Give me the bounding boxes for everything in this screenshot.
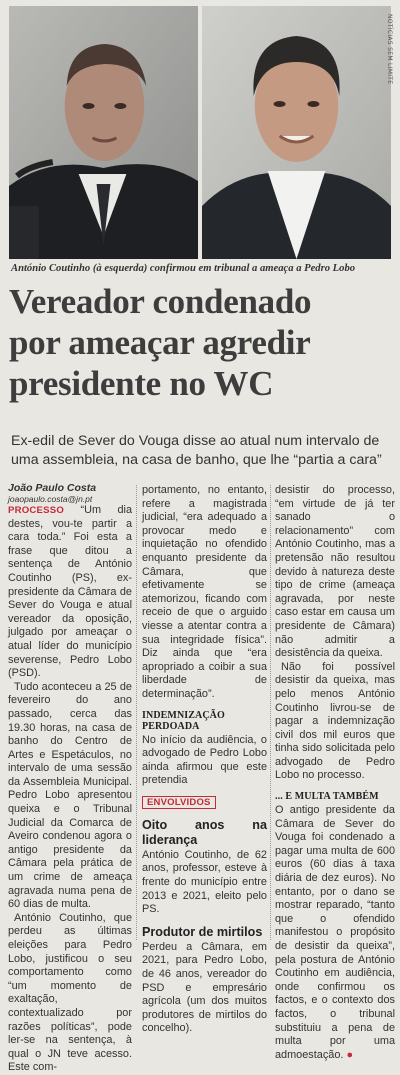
subheading: INDEMNIZAÇÃO PERDOADA: [142, 709, 225, 732]
paragraph-text: O antigo presidente da Câmara de Sever do Vouga foi condenado a pagar uma multa de 600 euros (60 dias à taxa diária de dez euros). No entanto, por o dano se mostrar reparado, “tanto que o ofendido manifestou o propósito de desistir da queixa”, pela postura de António Coutinho em audiência, onde confirmou os factos, e o contexto dos factos, o tribunal substituiu a pena de multa por uma admoestação.: [275, 804, 395, 1061]
paragraph: Não foi possível desistir da queixa, mas pelo menos António Coutinho livrou-se de pagar a indemnização civil dos mil euros que tinha sido solicitada pelo advogado de Pedro Lobo no processo.: [275, 660, 395, 782]
photo-watermark: NOTÍCIAS SEM LIMITE: [386, 14, 393, 85]
box-heading: Produtor de mirtilos: [142, 924, 263, 939]
paragraph: Perdeu a Câmara, em 2021, para Pedro Lobo, de 46 anos, vereador do PSD e empresário agrícola (um dos muitos produtores de mirtilos do concelho).: [142, 940, 267, 1035]
paragraph: No início da audiência, o advogado de Pedro Lobo ainda afirmou que este pretendia: [142, 733, 267, 787]
paragraph: [275, 804, 395, 1062]
author-email[interactable]: joaopaulo.costa@jn.pt: [8, 494, 93, 504]
column-divider: [136, 485, 137, 940]
headline-line-1: Vereador condenado: [9, 282, 312, 321]
subheading: ... E MULTA TAMBÉM: [275, 791, 379, 803]
author-name: João Paulo Costa: [8, 482, 97, 494]
paragraph: António Coutinho, que perdeu as últimas eleições para Pedro Lobo, justificou o seu comportamento como “um momento de exaltação, contextualizado por razões políticas”, pode ler-se na sentença, à qual o JN teve acesso. Este com-: [8, 911, 132, 1074]
paragraph: Tudo aconteceu a 25 de fevereiro do ano passado, cerca das 19.30 horas, na casa de banho do Centro de Artes e Espetáculos, no intervalo de uma sessão da Assembleia Municipal. Pedro Lobo apresentou queixa e o Tribunal Judicial da Comarca de Aveiro condenou agora o antigo presidente da Câmara pela prática de um crime de ameaça agravada numa pena de 60 dias de multa.: [8, 680, 132, 911]
column-divider: [270, 485, 271, 940]
paragraph: António Coutinho, de 62 anos, professor, esteve à frente do município entre 2013 e 2021, eleito pelo PS.: [142, 848, 267, 916]
photo-pedro-lobo: [202, 6, 391, 259]
photo-strip: [9, 6, 391, 259]
end-mark-icon: ●: [346, 1048, 354, 1061]
headline: [9, 281, 397, 404]
article-column-2: [142, 484, 267, 1036]
box-heading: Oito anos na liderança: [142, 817, 267, 847]
section-badge: ENVOLVIDOS: [142, 796, 216, 809]
article-column-1: [8, 482, 132, 1075]
paragraph: [8, 504, 132, 681]
section-kicker: PROCESSO: [8, 505, 64, 516]
paragraph: portamento, no entanto, refere a magistrada judicial, “era adequado a provocar medo e inquietação no ofendido enquanto presidente da Câmara, que efetivamente se atemorizou, ficando com receio de que o arguido viesse a atentar contra a sua integridade física”. Diz ainda que “era apropriado a coibir a sua liberdade de determinação”.: [142, 484, 267, 700]
headline-line-2: por ameaçar agredir: [9, 323, 311, 362]
headline-line-3: presidente no WC: [9, 364, 274, 403]
photo-caption: António Coutinho (à esquerda) confirmou em tribunal a ameaça a Pedro Lobo: [11, 263, 356, 274]
paragraph-text: “Um dia destes, vou-te partir a cara toda.” Foi esta a frase que ditou a sentença de António Coutinho (PS), ex-presidente da Câmara de Sever do Vouga e atual vereador da oposição, julgado por ameaçar o atual líder do município severense, Pedro Lobo (PSD).: [8, 504, 133, 680]
article-column-3: [275, 484, 395, 1062]
lead-paragraph: Ex-edil de Sever do Vouga disse ao atual num intervalo de uma assembleia, na casa de banho, que lhe “partia a cara”: [11, 433, 382, 468]
photo-antonio-coutinho: [9, 6, 198, 259]
paragraph: desistir do processo, “em virtude de já ter sanado o relacionamento” com António Coutinho, mas a pretensão não resultou devido à natureza deste tipo de crime (ameaça agravada, por neste caso estar em causa um presidente de Câmara) não admitir a desistência da queixa.: [275, 484, 395, 660]
